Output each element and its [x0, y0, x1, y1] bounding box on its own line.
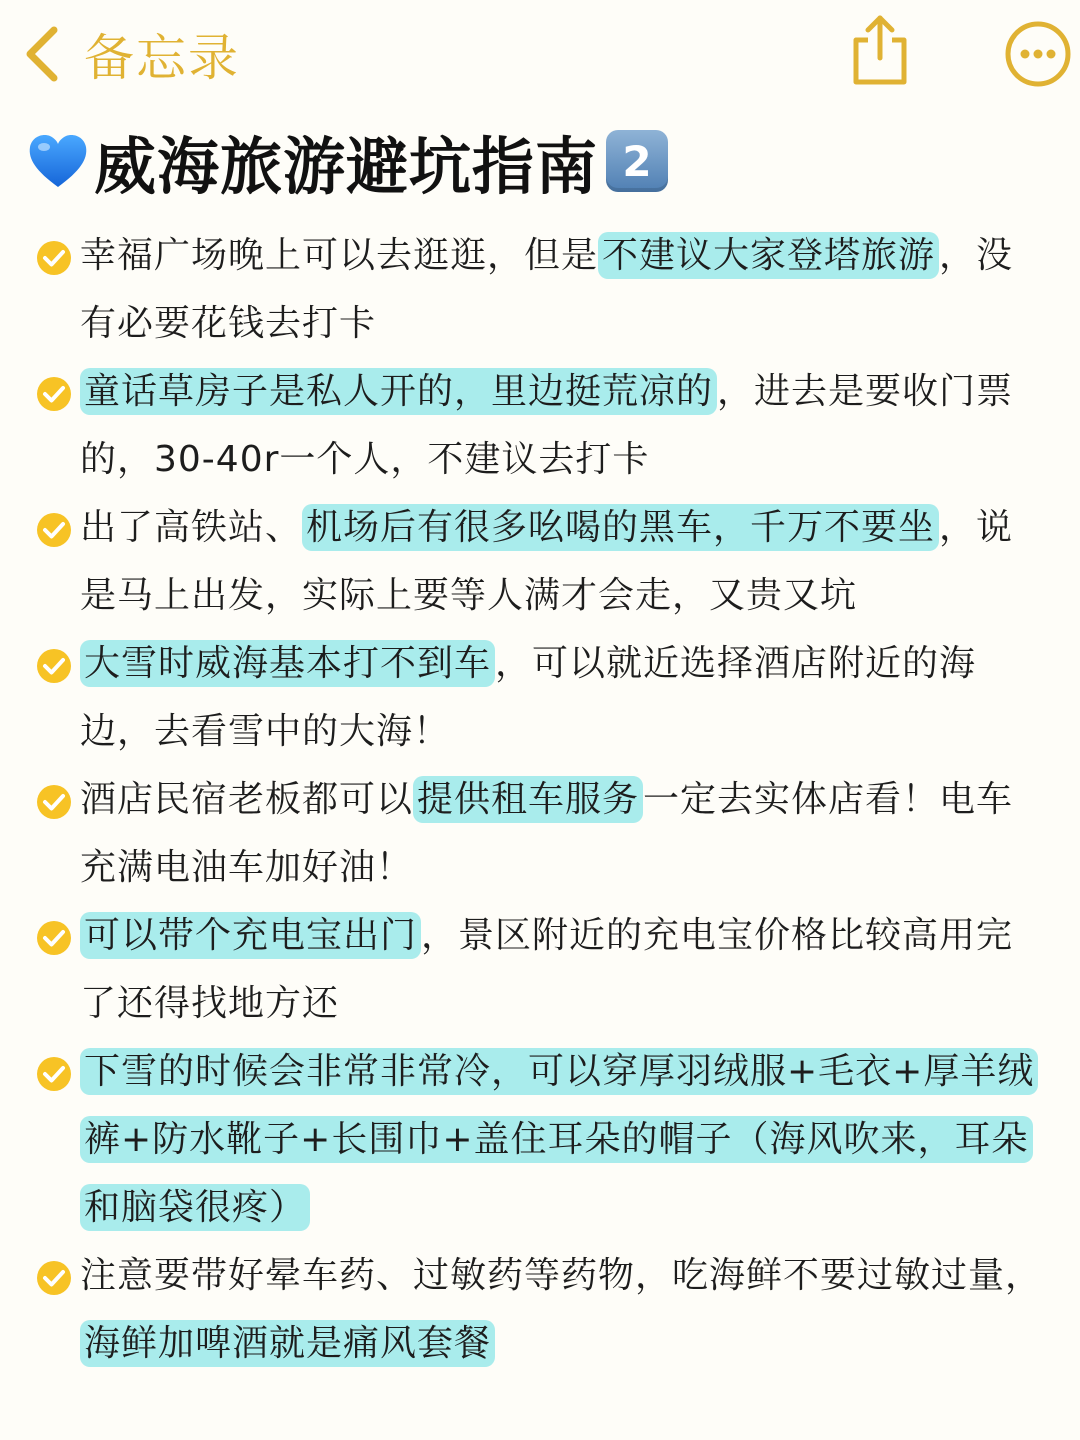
check-icon — [36, 1056, 72, 1092]
share-icon — [848, 12, 912, 88]
list-item — [0, 1038, 1080, 1242]
list-item — [0, 902, 1080, 1038]
tips-list — [0, 222, 1080, 1378]
check-icon — [36, 1260, 72, 1296]
more-icon — [1004, 20, 1072, 88]
chevron-left-icon — [22, 24, 62, 84]
item-text: ，进去是要收门票的，30-40r一个人，不建议去打卡 — [80, 371, 1014, 480]
title-text: 威海旅游避坑指南 — [94, 129, 599, 203]
list-item — [0, 1242, 1080, 1378]
more-button[interactable] — [1004, 20, 1072, 88]
highlight-text: 可以带个充电宝出门 — [80, 912, 421, 959]
highlight-text: 大雪时威海基本打不到车 — [80, 640, 495, 687]
number-badge: 2 — [606, 130, 668, 192]
highlight-text: 机场后有很多吆喝的黑车，千万不要坐 — [302, 504, 939, 551]
list-item — [0, 494, 1080, 630]
highlight-text: 海鲜加啤酒就是痛风套餐 — [80, 1320, 495, 1367]
item-text: ，景区附近的充电宝价格比较高用完了还得找地方还 — [80, 915, 1014, 1024]
item-text: ，可以就近选择酒店附近的海边，去看雪中的大海！ — [80, 643, 977, 752]
list-item — [0, 766, 1080, 902]
item-text: 酒店民宿老板都可以 — [80, 779, 414, 820]
item-text: 注意要带好晕车药、过敏药等药物，吃海鲜不要过敏过量， — [80, 1255, 1043, 1296]
highlight-text: 提供租车服务 — [413, 776, 643, 823]
note-title — [26, 118, 668, 204]
check-icon — [36, 376, 72, 412]
check-icon — [36, 648, 72, 684]
back-button[interactable] — [22, 14, 240, 94]
item-text: 幸福广场晚上可以去逛逛，但是 — [80, 235, 599, 276]
check-icon — [36, 240, 72, 276]
top-bar — [0, 0, 1080, 108]
item-text: 出了高铁站、 — [80, 507, 303, 548]
list-item — [0, 222, 1080, 358]
list-item — [0, 630, 1080, 766]
check-icon — [36, 512, 72, 548]
item-text: ，说是马上出发，实际上要等人满才会走，又贵又坑 — [80, 507, 1014, 616]
highlight-text: 下雪的时候会非常非常冷，可以穿厚羽绒服+毛衣+厚羊绒裤+防水靴子+长围巾+盖住耳朵的帽子（海风吹来，耳朵和脑袋很疼） — [80, 1048, 1038, 1231]
check-icon — [36, 784, 72, 820]
blue-heart-icon — [26, 129, 90, 193]
check-icon — [36, 920, 72, 956]
highlight-text: 童话草房子是私人开的，里边挺荒凉的 — [80, 368, 717, 415]
list-item — [0, 358, 1080, 494]
back-label: 备忘录 — [84, 29, 240, 87]
item-text: 一定去实体店看！电车充满电油车加好油！ — [80, 779, 1014, 888]
share-button[interactable] — [848, 12, 912, 88]
highlight-text: 不建议大家登塔旅游 — [598, 232, 939, 279]
item-text: ，没有必要花钱去打卡 — [80, 235, 1014, 344]
